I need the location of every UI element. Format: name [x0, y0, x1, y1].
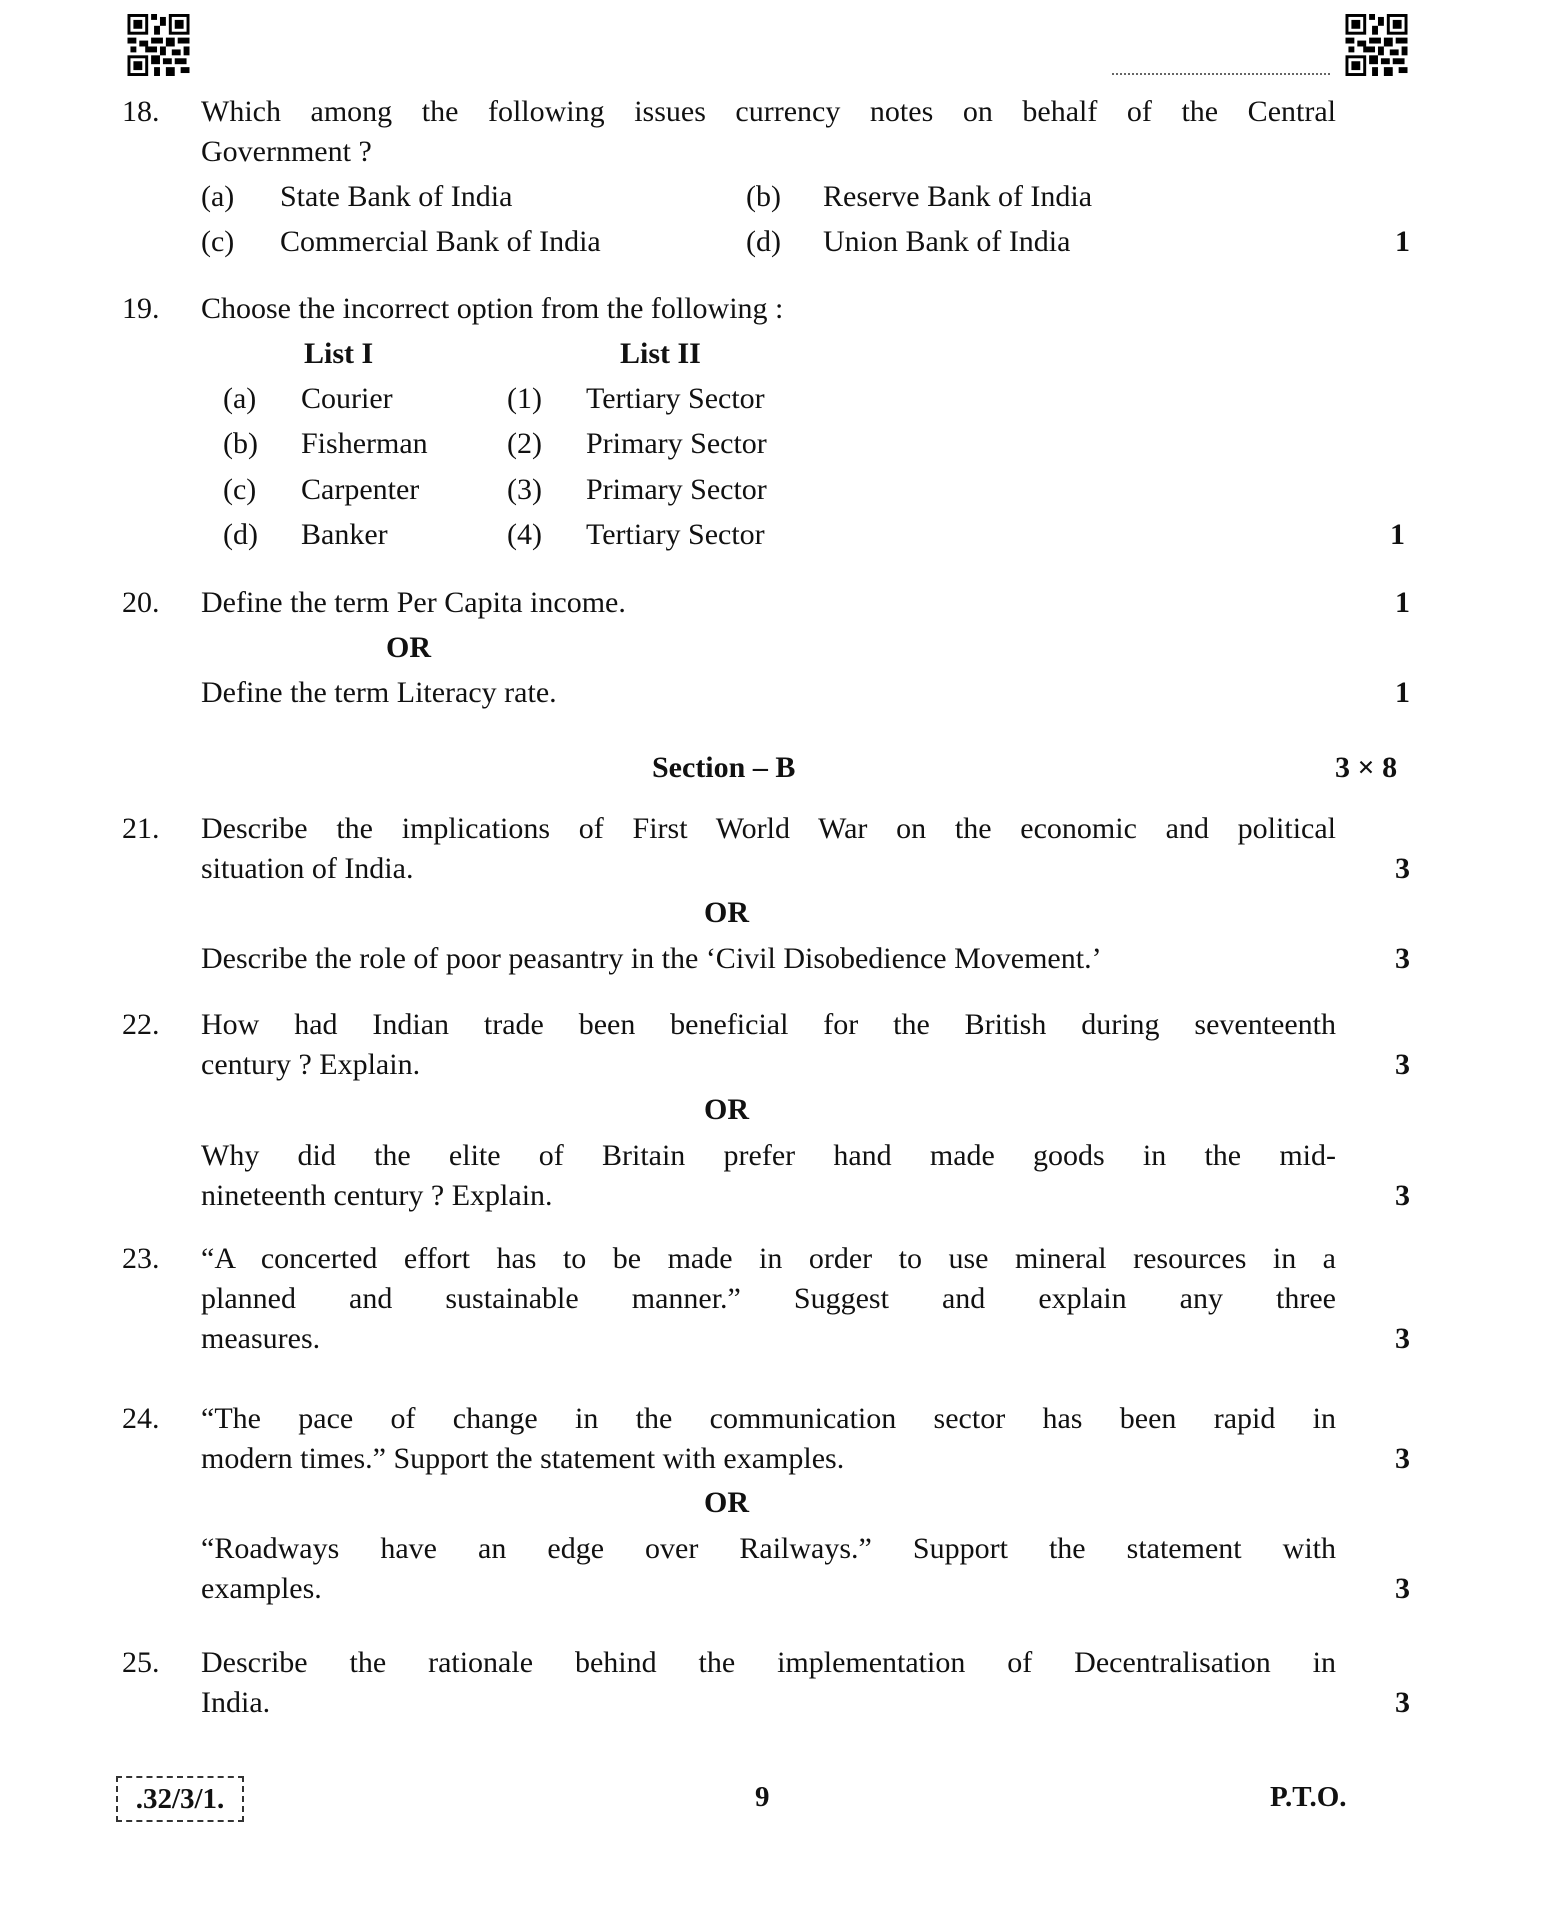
question-number: 20. [122, 586, 160, 619]
marks: 1 [1395, 225, 1410, 258]
question-number: 23. [122, 1242, 160, 1275]
option-label: (b) [746, 180, 781, 213]
marks: 3 [1395, 1322, 1410, 1355]
marks: 3 [1395, 852, 1410, 885]
alternative-question-text: Describe the role of poor peasantry in the ‘Civil Disobedience Movement.’ [201, 942, 1102, 975]
marks: 1 [1395, 586, 1410, 619]
question-text-line: modern times.” Support the statement with examples. [201, 1442, 845, 1475]
section-marks: 3 × 8 [1335, 751, 1398, 784]
marks: 1 [1390, 518, 1405, 551]
question-text-line: How had Indian trade been beneficial for the British during seventeenth [201, 1008, 1336, 1041]
question-number: 25. [122, 1646, 160, 1679]
qr-code-icon [127, 14, 190, 76]
alternative-question-text-line: “Roadways have an edge over Railways.” Support the statement with [201, 1532, 1336, 1565]
or-separator: OR [704, 1486, 749, 1519]
question-number: 21. [122, 812, 160, 845]
question-text-line: India. [201, 1686, 271, 1719]
paper-code: .32/3/1. [116, 1776, 244, 1822]
row-label: (d) [223, 518, 258, 551]
marks: 3 [1395, 1048, 1410, 1081]
question-text-line: Which among the following issues currency notes on behalf of the Central [201, 95, 1336, 128]
question-number: 24. [122, 1402, 160, 1435]
page-number: 9 [755, 1781, 770, 1813]
row-num: (3) [507, 473, 542, 506]
qr-code-left [127, 14, 190, 76]
option-text: Reserve Bank of India [823, 180, 1093, 213]
question-number: 19. [122, 292, 160, 325]
question-text-line: measures. [201, 1322, 321, 1355]
row-num: (4) [507, 518, 542, 551]
marks: 3 [1395, 1179, 1410, 1212]
marks: 3 [1395, 942, 1410, 975]
row-item: Fisherman [301, 427, 428, 460]
question-text-line: planned and sustainable manner.” Suggest and explain any three [201, 1282, 1336, 1315]
row-match: Tertiary Sector [586, 518, 765, 551]
or-separator: OR [386, 631, 431, 664]
row-item: Banker [301, 518, 388, 551]
row-match: Primary Sector [586, 427, 767, 460]
alternative-question-text-line: Why did the elite of Britain prefer hand made goods in the mid- [201, 1139, 1336, 1172]
question-number: 22. [122, 1008, 160, 1041]
qr-code-icon [1345, 14, 1408, 76]
signature-dotted-line [1112, 73, 1330, 75]
list-header: List II [620, 337, 701, 370]
question-text: Define the term Per Capita income. [201, 586, 626, 619]
please-turn-over: P.T.O. [1270, 1781, 1347, 1813]
marks: 3 [1395, 1442, 1410, 1475]
section-title: Section – B [652, 751, 796, 784]
marks: 3 [1395, 1572, 1410, 1605]
row-label: (c) [223, 473, 257, 506]
question-text-line: Describe the rationale behind the implementation of Decentralisation in [201, 1646, 1336, 1679]
alternative-question-text-line: examples. [201, 1572, 322, 1605]
qr-code-right [1345, 14, 1408, 76]
question-text-line: Government ? [201, 135, 372, 168]
alternative-question-text: Define the term Literacy rate. [201, 676, 557, 709]
option-label: (a) [201, 180, 235, 213]
row-num: (2) [507, 427, 542, 460]
row-match: Primary Sector [586, 473, 767, 506]
option-label: (d) [746, 225, 781, 258]
row-num: (1) [507, 382, 542, 415]
question-text-line: “A concerted effort has to be made in order to use mineral resources in a [201, 1242, 1336, 1275]
row-item: Courier [301, 382, 393, 415]
question-text-line: “The pace of change in the communication sector has been rapid in [201, 1402, 1336, 1435]
option-text: Commercial Bank of India [280, 225, 601, 258]
row-match: Tertiary Sector [586, 382, 765, 415]
option-text: Union Bank of India [823, 225, 1071, 258]
alternative-question-text-line: nineteenth century ? Explain. [201, 1179, 553, 1212]
option-label: (c) [201, 225, 235, 258]
option-text: State Bank of India [280, 180, 513, 213]
row-label: (b) [223, 427, 258, 460]
row-item: Carpenter [301, 473, 420, 506]
question-text-line: situation of India. [201, 852, 414, 885]
marks: 1 [1395, 676, 1410, 709]
question-text: Choose the incorrect option from the following : [201, 292, 784, 325]
or-separator: OR [704, 896, 749, 929]
question-text-line: Describe the implications of First World War on the economic and political [201, 812, 1336, 845]
question-text-line: century ? Explain. [201, 1048, 421, 1081]
marks: 3 [1395, 1686, 1410, 1719]
question-number: 18. [122, 95, 160, 128]
or-separator: OR [704, 1093, 749, 1126]
list-header: List I [304, 337, 374, 370]
row-label: (a) [223, 382, 257, 415]
